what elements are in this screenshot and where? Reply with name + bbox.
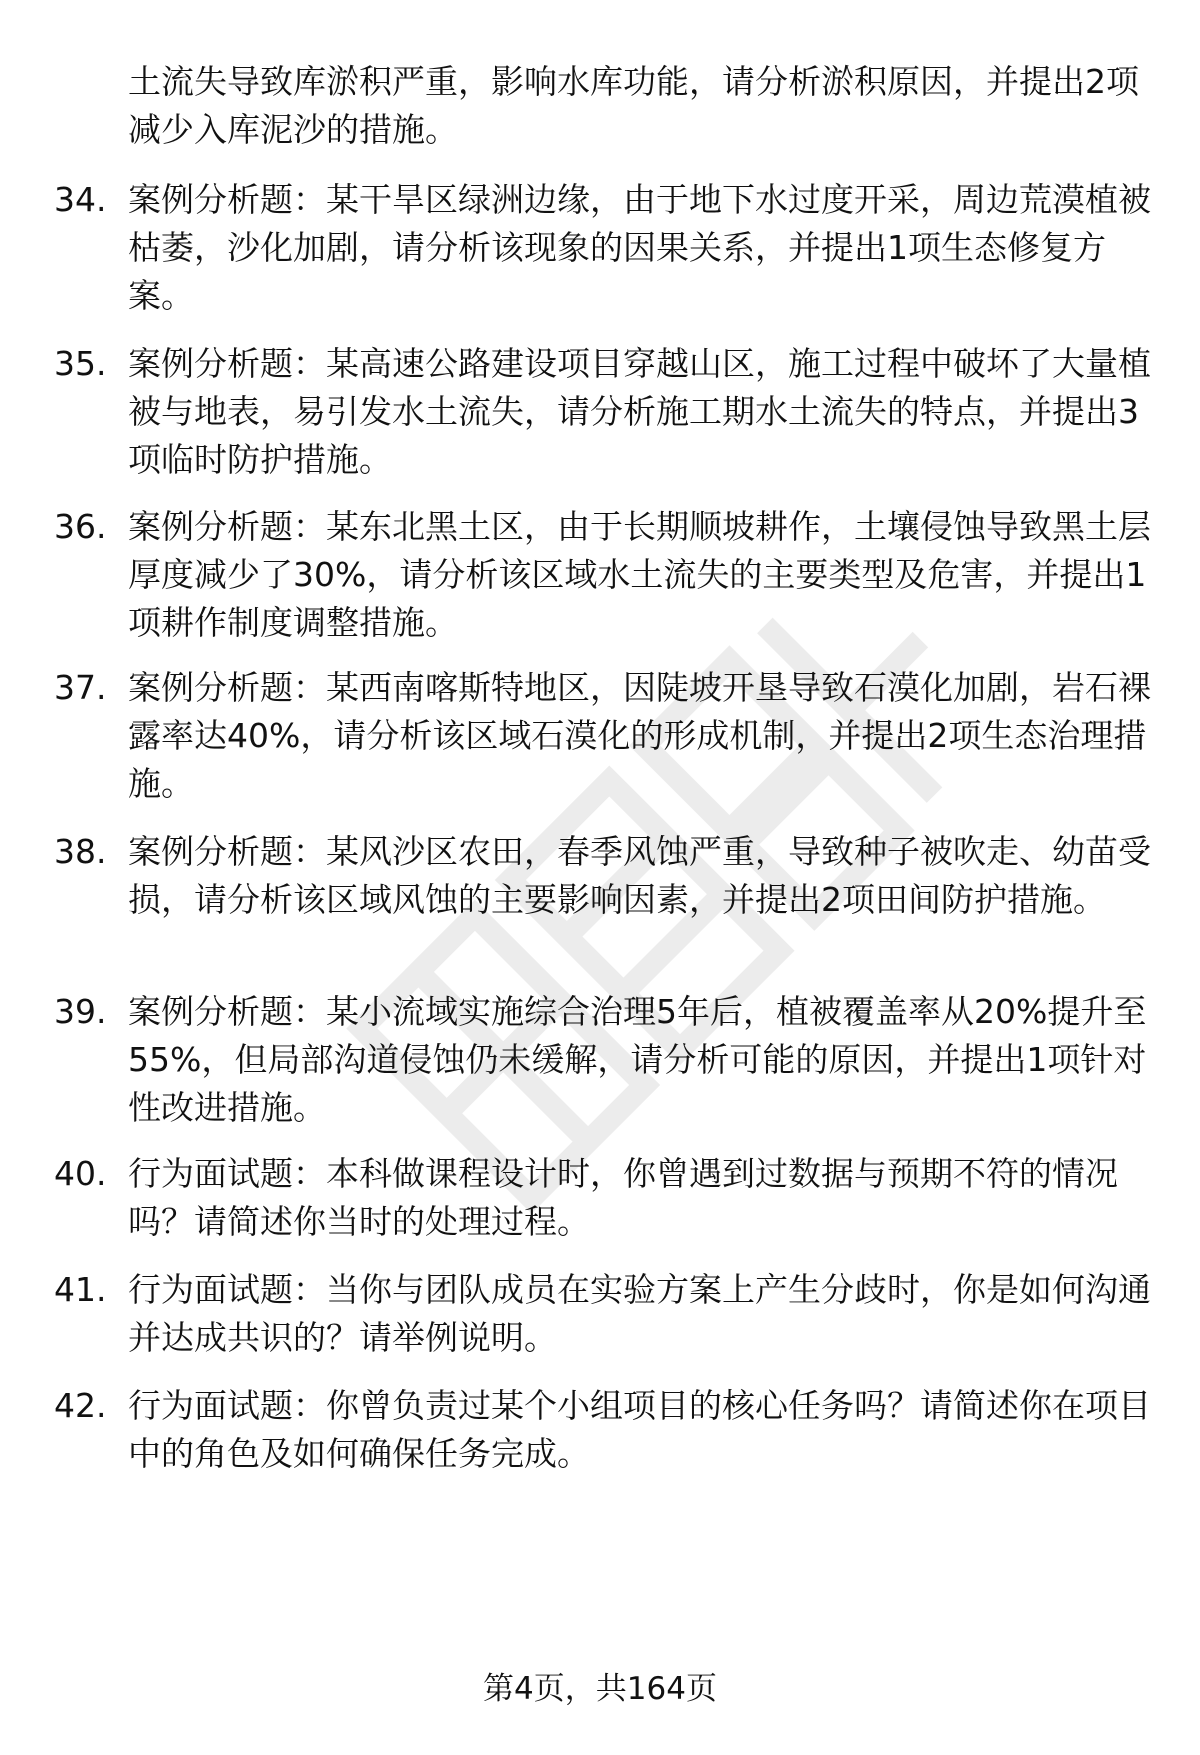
question-number: 37. — [54, 668, 107, 707]
question-number: 38. — [54, 832, 107, 871]
question-number: 41. — [54, 1270, 107, 1309]
question-number: 39. — [54, 992, 107, 1031]
question-text: 案例分析题：某高速公路建设项目穿越山区，施工过程中破坏了大量植被与地表，易引发水土流失，请分析施工期水土流失的特点，并提出3项临时防护措施。 — [128, 344, 1151, 479]
question-number: 35. — [54, 344, 107, 383]
question-number: 42. — [54, 1386, 107, 1425]
question-text: 行为面试题：本科做课程设计时，你曾遇到过数据与预期不符的情况吗？请简述你当时的处理过程。 — [128, 1154, 1118, 1241]
question-text: 行为面试题：当你与团队成员在实验方案上产生分歧时，你是如何沟通并达成共识的？请举例说明。 — [128, 1270, 1151, 1357]
question-text: 案例分析题：某风沙区农田，春季风蚀严重，导致种子被吹走、幼苗受损，请分析该区域风蚀的主要影响因素，并提出2项田间防护措施。 — [128, 832, 1151, 919]
question-text: 案例分析题：某东北黑土区，由于长期顺坡耕作，土壤侵蚀导致黑土层厚度减少了30%，请分析该区域水土流失的主要类型及危害，并提出1项耕作制度调整措施。 — [128, 507, 1151, 642]
continuation-text: 土流失导致库淤积严重，影响水库功能，请分析淤积原因，并提出2项减少入库泥沙的措施。 — [128, 62, 1139, 149]
question-number: 36. — [54, 507, 107, 546]
question-text: 案例分析题：某西南喀斯特地区，因陡坡开垦导致石漠化加剧，岩石裸露率达40%，请分析该区域石漠化的形成机制，并提出2项生态治理措施。 — [128, 668, 1151, 803]
question-number: 34. — [54, 180, 107, 219]
question-text: 案例分析题：某小流域实施综合治理5年后，植被覆盖率从20%提升至55%，但局部沟道侵蚀仍未缓解，请分析可能的原因，并提出1项针对性改进措施。 — [128, 992, 1147, 1127]
page-footer: 第4页，共164页 — [483, 1671, 717, 1707]
question-text: 行为面试题：你曾负责过某个小组项目的核心任务吗？请简述你在项目中的角色及如何确保任务完成。 — [128, 1386, 1151, 1473]
question-text: 案例分析题：某干旱区绿洲边缘，由于地下水过度开采，周边荒漠植被枯萎，沙化加剧，请分析该现象的因果关系，并提出1项生态修复方案。 — [128, 180, 1151, 315]
question-number: 40. — [54, 1154, 107, 1193]
